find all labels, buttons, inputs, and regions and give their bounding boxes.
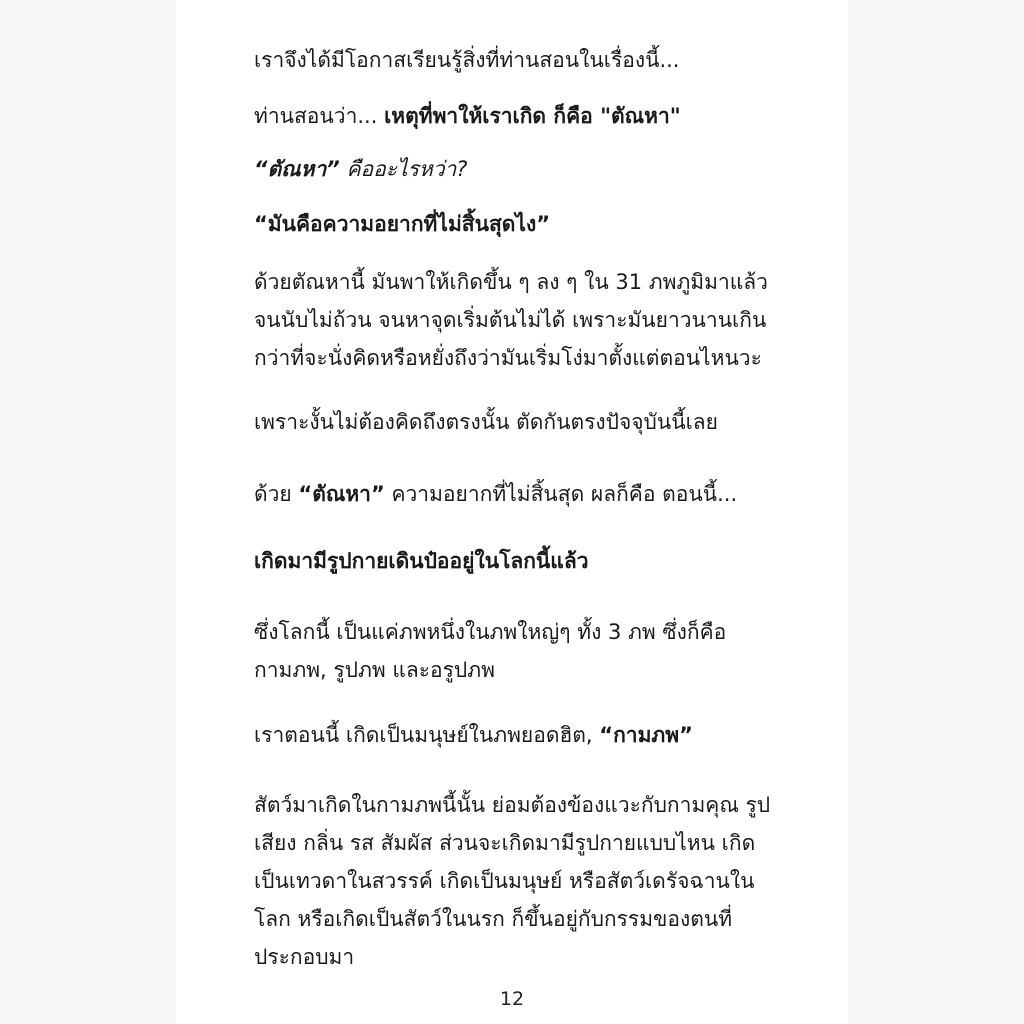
- paragraph-three-realms: [254, 613, 788, 689]
- paragraph-line: สัตว์มาเกิดในกามภพนี้นั้น ย่อมต้องข้องแวะกับกามคุณ รูป: [254, 793, 771, 817]
- emphasis-text: เหตุที่พาให้เราเกิด ก็คือ "ตัณหา": [384, 104, 681, 128]
- paragraph-kama-bhava: [254, 716, 788, 754]
- paragraph-answer: [254, 205, 788, 243]
- paragraph-line: ซึ่งโลกนี้ เป็นแค่ภพหนึ่งในภพใหญ่ๆ ทั้ง 3 ภพ ซึ่งก็คือ: [254, 620, 727, 644]
- paragraph-line: กามภพ, รูปภพ และอรูปภพ: [254, 658, 495, 682]
- paragraph-line: จนนับไม่ถ้วน จนหาจุดเริ่มต้นไม่ได้ เพราะมันยาวนานเกิน: [254, 308, 767, 332]
- paragraph-result: [254, 475, 788, 513]
- paragraph-present: [254, 403, 788, 441]
- paragraph-line: ประกอบมา: [254, 945, 355, 969]
- paragraph-line: เป็นเทวดาในสวรรค์ เกิดเป็นมนุษย์ หรือสัตว์เดรัจฉานใน: [254, 869, 755, 893]
- paragraph-text: ด้วย: [254, 482, 299, 506]
- paragraph-text: คืออะไรหว่า?: [339, 157, 468, 181]
- paragraph-text: ท่านสอนว่า...: [254, 104, 385, 128]
- paragraph-tanha: [254, 263, 788, 377]
- paragraph-line: เสียง กลิ่น รส สัมผัส ส่วนจะเกิดมามีรูปกายแบบไหน เกิด: [254, 831, 756, 855]
- emphasis-text: เกิดมามีรูปกายเดินป๋ออยู่ในโลกนี้แล้ว: [254, 549, 589, 573]
- emphasis-text: “ตัณหา”: [254, 157, 340, 181]
- paragraph-heading: [254, 542, 788, 580]
- paragraph-text: เพราะงั้นไม่ต้องคิดถึงตรงนั้น ตัดกันตรงปัจจุบันนี้เลย: [254, 410, 718, 434]
- paragraph-text: ความอยากที่ไม่สิ้นสุด ผลก็คือ ตอนนี้...: [384, 482, 738, 506]
- page-number: 12: [499, 988, 525, 1010]
- paragraph-rebirth: [254, 786, 788, 976]
- emphasis-text: “กามภพ”: [599, 723, 693, 747]
- paragraph-line: กว่าที่จะนั่งคิดหรือหยั่งถึงว่ามันเริ่มโง่มาตั้งแต่ตอนไหนวะ: [254, 346, 762, 370]
- paragraph-teaching: [254, 97, 788, 135]
- paragraph-line: ด้วยตัณหานี้ มันพาให้เกิดขึ้น ๆ ลง ๆ ใน 31 ภพภูมิมาแล้ว: [254, 270, 768, 294]
- emphasis-text: “ตัณหา”: [298, 482, 385, 506]
- paragraph-text: เราจึงได้มีโอกาสเรียนรู้สิ่งที่ท่านสอนในเรื่องนี้...: [254, 48, 680, 72]
- paragraph-text: เราตอนนี้ เกิดเป็นมนุษย์ในภพยอดฮิต,: [254, 723, 600, 747]
- emphasis-text: “มันคือความอยากที่ไม่สิ้นสุดไง”: [254, 212, 551, 236]
- paragraph-question: [254, 150, 788, 188]
- paragraph-intro: [254, 41, 788, 79]
- paragraph-line: โลก หรือเกิดเป็นสัตว์ในนรก ก็ขึ้นอยู่กับกรรมของตนที่: [254, 907, 733, 931]
